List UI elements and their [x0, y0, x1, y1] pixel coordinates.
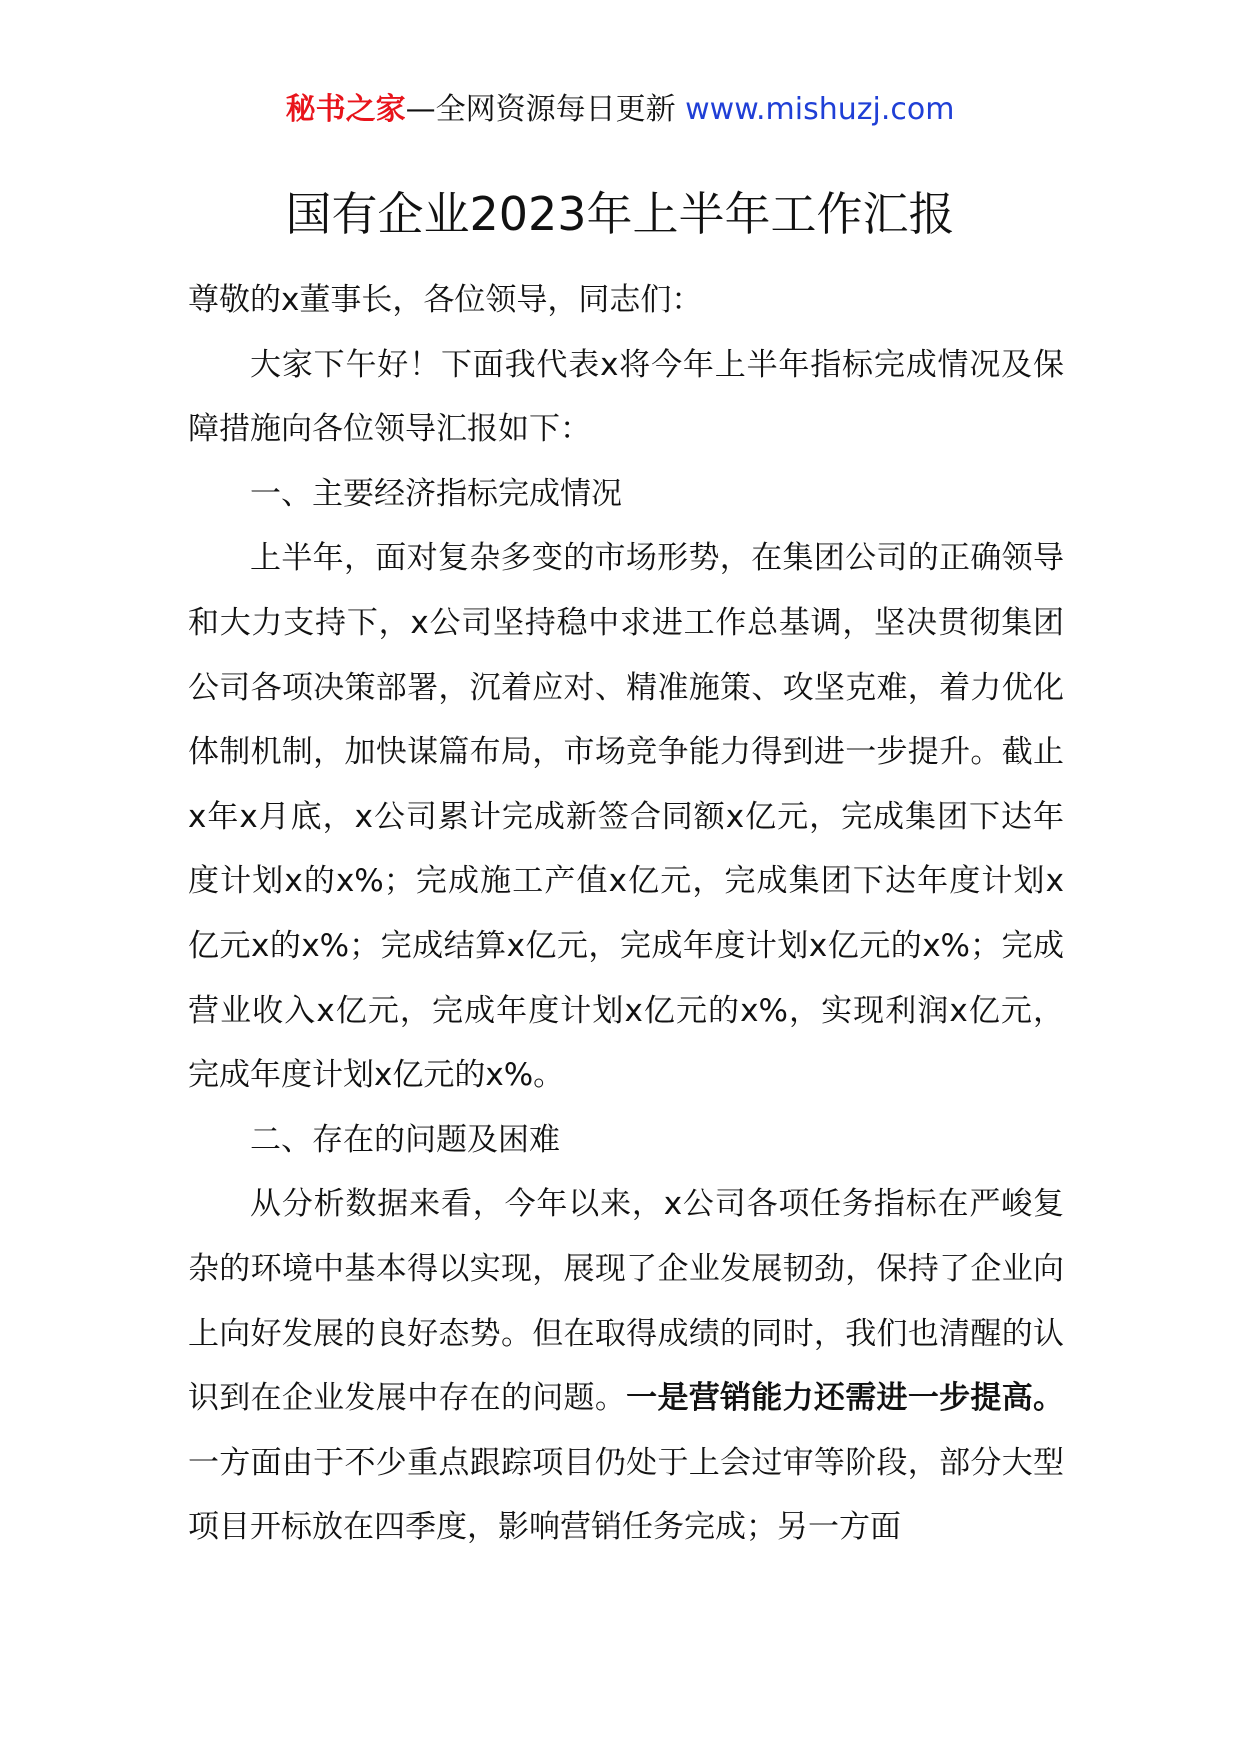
intro-paragraph: 大家下午好！下面我代表x将今年上半年指标完成情况及保障措施向各位领导汇报如下：: [188, 346, 1064, 448]
site-header: [0, 88, 1240, 132]
document-title: 国有企业2023年上半年工作汇报: [285, 187, 955, 241]
section-2-text-start: 从分析数据来看，今年以来，x公司各项任务指标在严峻复杂的环境中基本得以实现，展现了企业发展韧劲，保持了企业向上向好发展的良好态势。但在取得成绩的同时，我们也清醒的认识到在企业发展中存在的问题。: [188, 1186, 1064, 1417]
section-2-bold-point: 一是营销能力还需进一步提高。: [626, 1380, 1065, 1417]
site-url-link[interactable]: www.mishuzj.com: [685, 92, 955, 127]
section-2-paragraph: [188, 1172, 1064, 1560]
section-heading-1: 一、主要经济指标完成情况: [250, 475, 622, 512]
section-2-text-rest: 一方面由于不少重点跟踪项目仍处于上会过审等阶段，部分大型项目开标放在四季度，影响营销任务完成；另一方面: [188, 1444, 1064, 1546]
section-heading-2: 二、存在的问题及困难: [250, 1121, 560, 1158]
brand-name: 秘书之家: [285, 92, 406, 127]
document-body: [188, 268, 1064, 1560]
section-1-paragraph: 上半年，面对复杂多变的市场形势，在集团公司的正确领导和大力支持下，x公司坚持稳中求进工作总基调，坚决贯彻集团公司各项决策部署，沉着应对、精准施策、攻坚克难，着力优化体制机制，加快谋篇布局，市场竞争能力得到进一步提升。截止x年x月底，x公司累计完成新签合同额x亿元，完成集团下达年度计划x的x%；完成施工产值x亿元，完成集团下达年度计划x亿元x的x%；完成结算x亿元，完成年度计划x亿元的x%；完成营业收入x亿元，完成年度计划x亿元的x%，实现利润x亿元，完成年度计划x亿元的x%。: [188, 540, 1064, 1094]
salutation: 尊敬的x董事长，各位领导，同志们：: [188, 282, 703, 318]
header-slogan: —全网资源每日更新: [405, 92, 686, 127]
